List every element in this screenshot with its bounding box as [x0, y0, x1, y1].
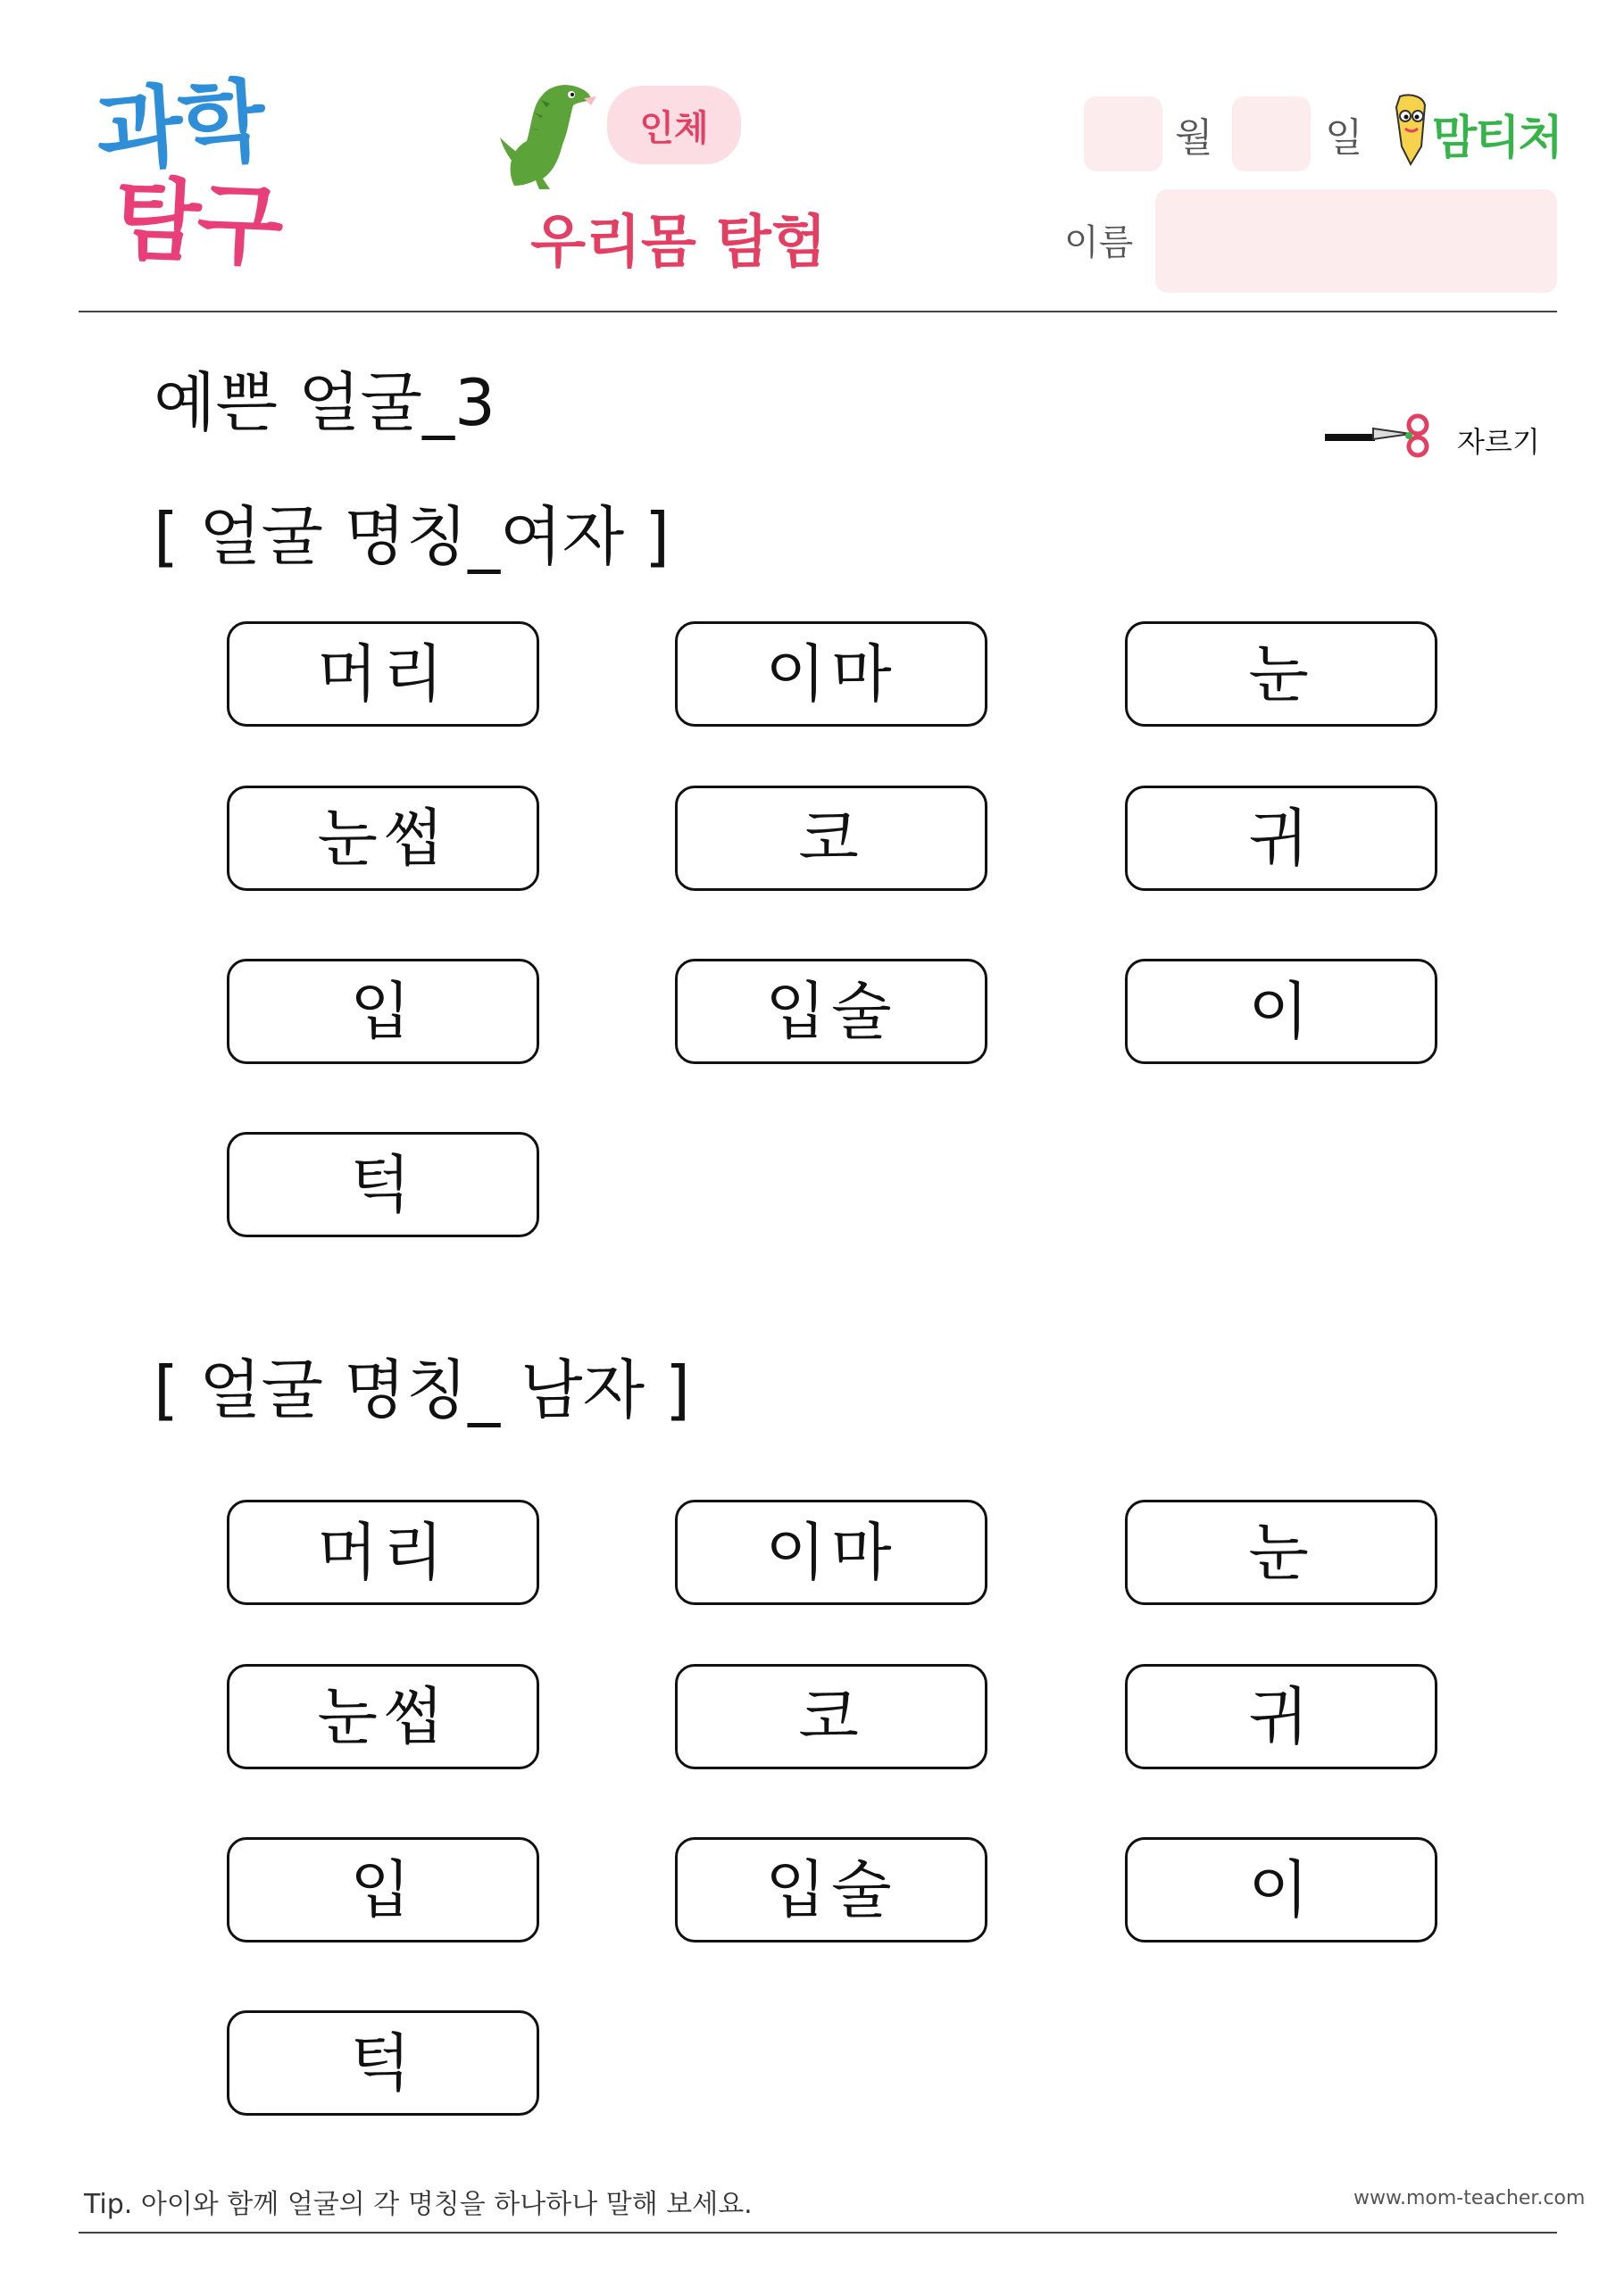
- face-part-card[interactable]: 코: [675, 786, 987, 891]
- brand-logo: 맘티처: [1432, 112, 1562, 165]
- face-part-card[interactable]: 입술: [675, 959, 987, 1064]
- face-part-card[interactable]: 이: [1125, 959, 1437, 1064]
- section-title-male: [ 얼굴 명칭_ 남자 ]: [154, 1352, 691, 1427]
- cut-label: 자르기: [1457, 425, 1540, 459]
- face-part-card[interactable]: 귀: [1125, 786, 1437, 891]
- face-part-card[interactable]: 귀: [1125, 1664, 1437, 1769]
- scissors-icon: [1371, 412, 1434, 459]
- face-part-card[interactable]: 입: [227, 1837, 539, 1942]
- topic-title: 우리몸 탐험: [530, 210, 827, 276]
- logo-explore: 탐구: [112, 166, 283, 279]
- dinosaur-icon: [496, 79, 612, 195]
- face-part-card[interactable]: 턱: [227, 1132, 539, 1237]
- page-heading: 예쁜 얼굴_3: [154, 365, 496, 440]
- face-part-card[interactable]: 입술: [675, 1837, 987, 1942]
- logo-science: 과학: [93, 68, 266, 185]
- face-part-card[interactable]: 눈썹: [227, 786, 539, 891]
- name-label: 이름: [1064, 222, 1134, 263]
- face-part-card[interactable]: 머리: [227, 1500, 539, 1605]
- cut-line-marker: [1325, 434, 1375, 441]
- face-part-card[interactable]: 눈썹: [227, 1664, 539, 1769]
- face-part-card[interactable]: 이마: [675, 1500, 987, 1605]
- footer-divider: [79, 2232, 1557, 2234]
- day-field[interactable]: [1232, 96, 1311, 171]
- face-part-card[interactable]: 코: [675, 1664, 987, 1769]
- face-part-card[interactable]: 눈: [1125, 621, 1437, 727]
- pencil-mascot-icon: [1389, 93, 1434, 166]
- face-part-card[interactable]: 턱: [227, 2010, 539, 2116]
- face-part-card[interactable]: 이마: [675, 621, 987, 727]
- month-field[interactable]: [1084, 96, 1162, 171]
- face-part-card[interactable]: 머리: [227, 621, 539, 727]
- face-part-card[interactable]: 눈: [1125, 1500, 1437, 1605]
- face-part-card[interactable]: 이: [1125, 1837, 1437, 1942]
- header-divider: [79, 311, 1557, 312]
- section-title-female: [ 얼굴 명칭_여자 ]: [154, 499, 670, 574]
- name-field[interactable]: [1155, 189, 1557, 293]
- face-part-card[interactable]: 입: [227, 959, 539, 1064]
- month-label: 월: [1175, 115, 1213, 161]
- site-url: www.mom-teacher.com: [1353, 2187, 1586, 2209]
- tip-text: Tip. 아이와 함께 얼굴의 각 명칭을 하나하나 말해 보세요.: [84, 2189, 753, 2220]
- day-label: 일: [1325, 115, 1363, 161]
- category-badge: 인체: [607, 86, 741, 164]
